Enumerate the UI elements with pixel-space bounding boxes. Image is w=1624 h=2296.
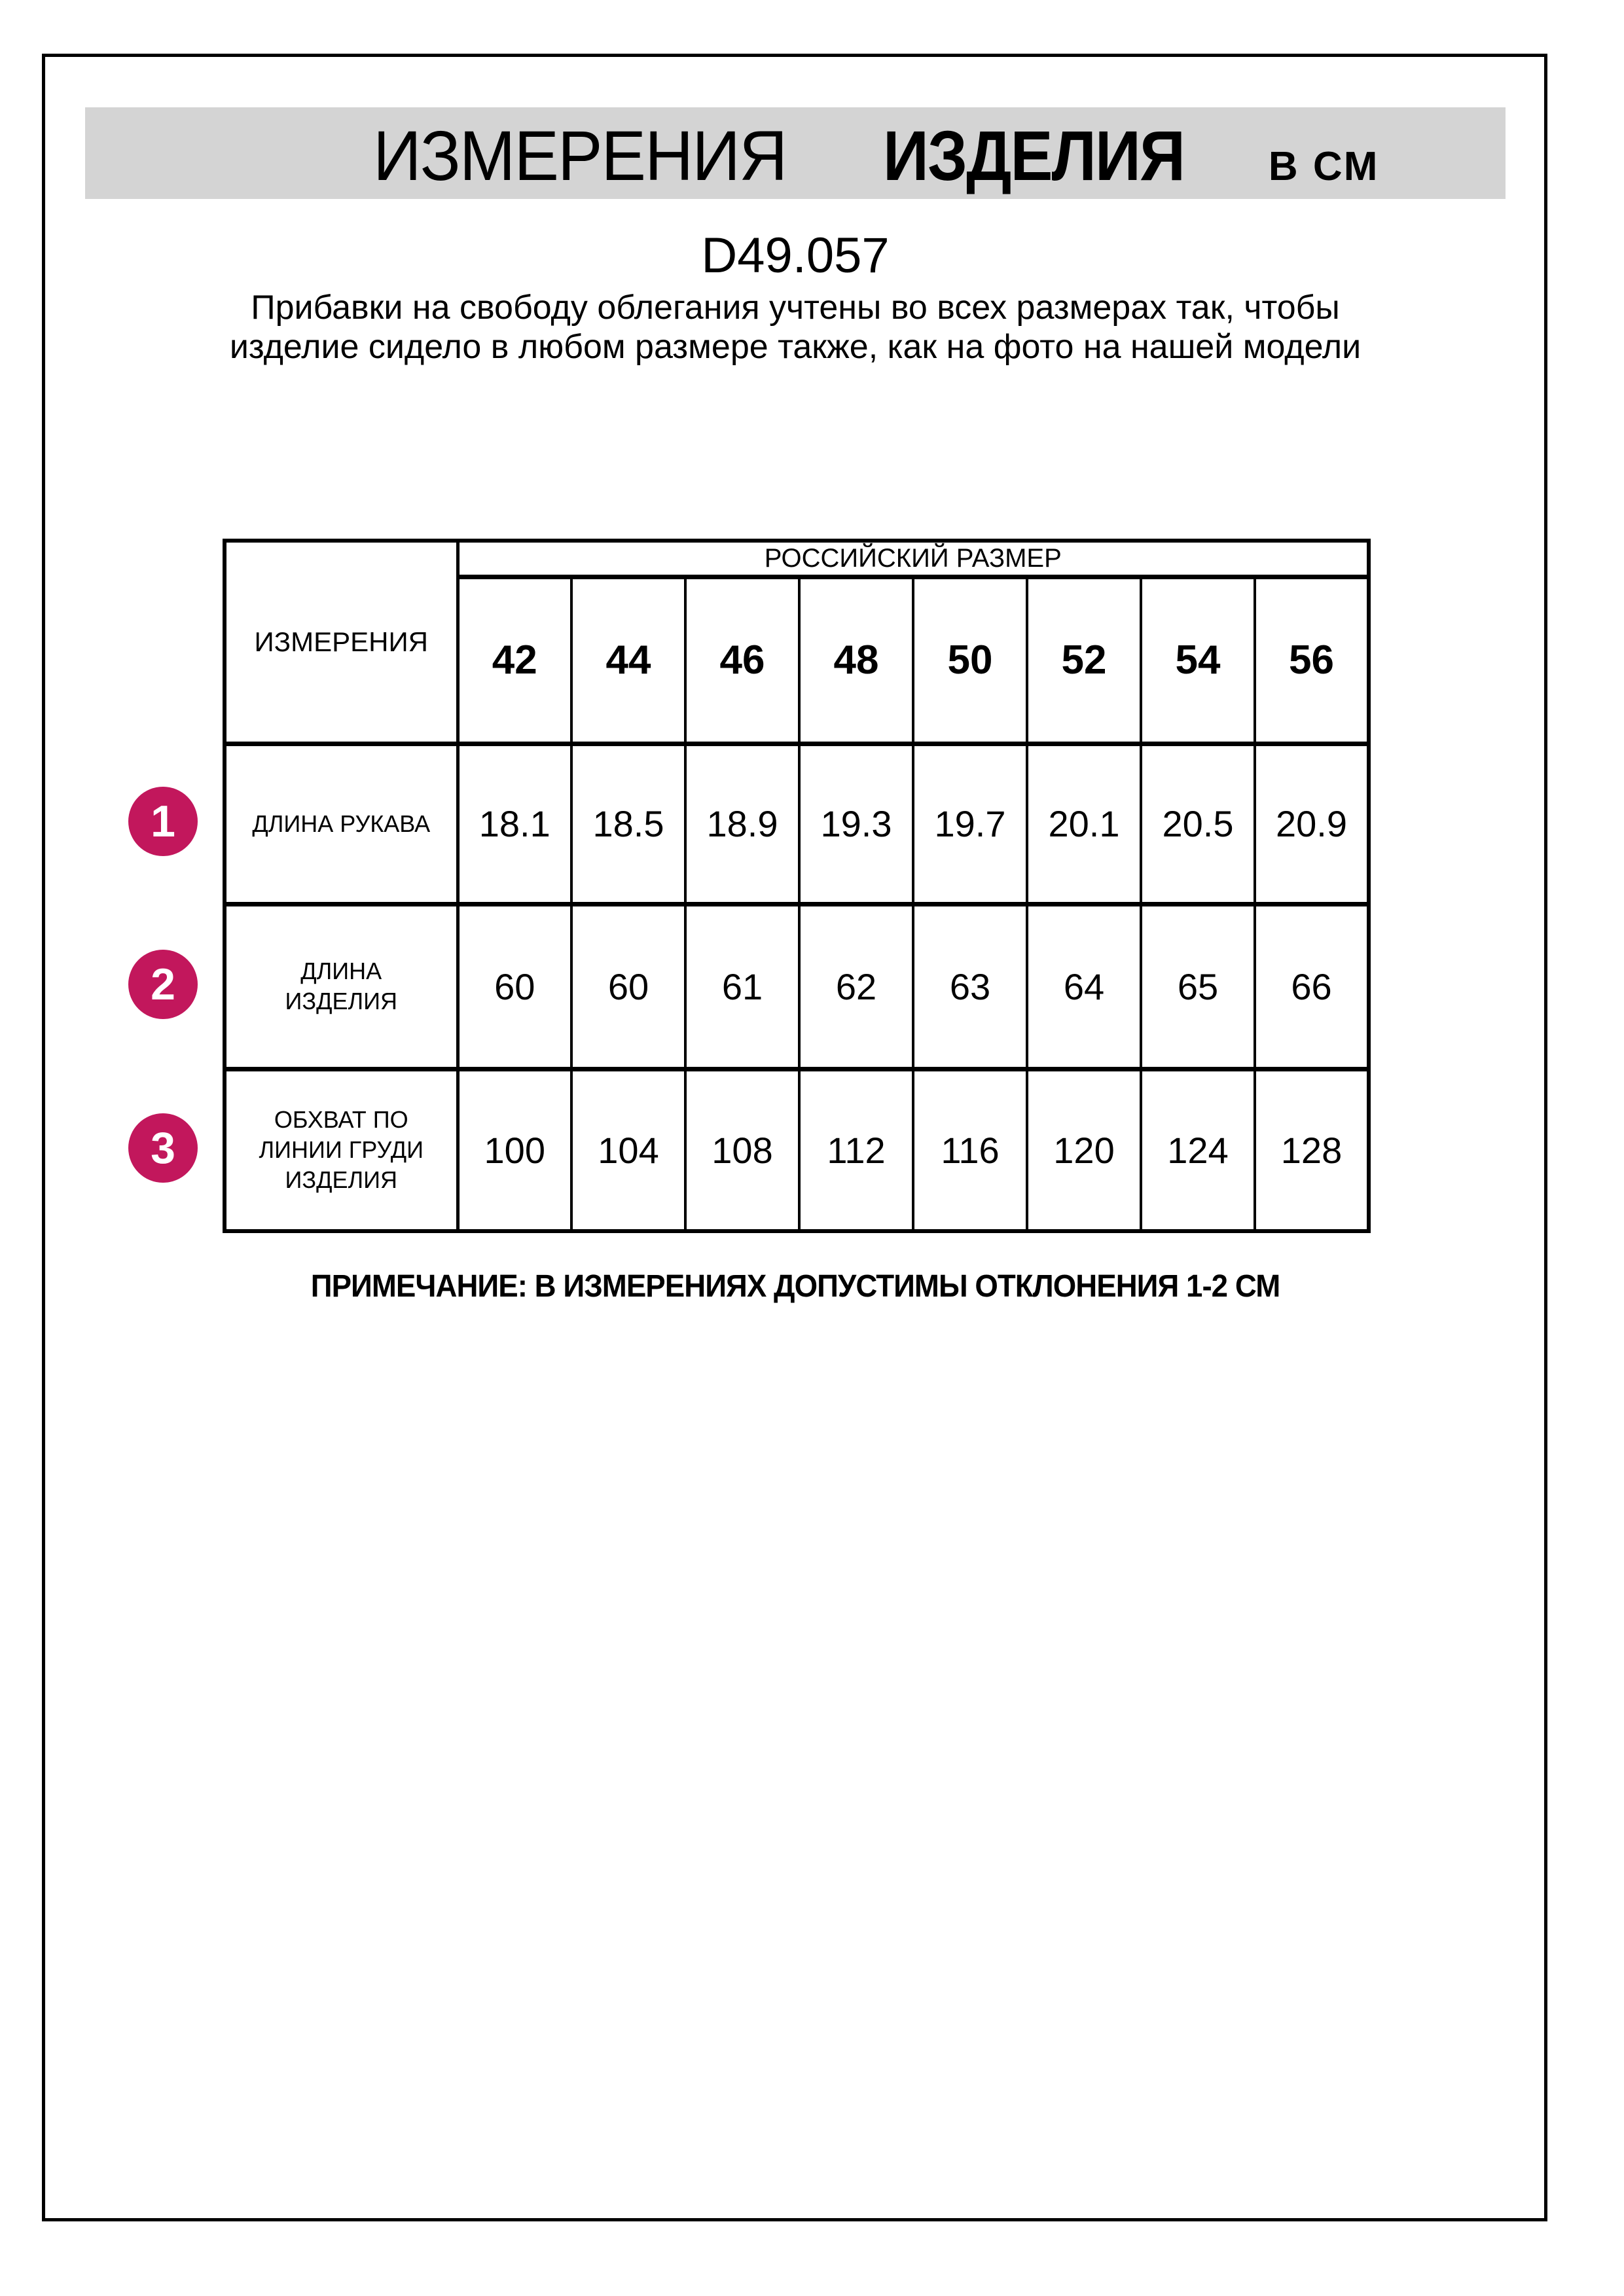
measurement-value-cell: 60 [458, 904, 571, 1069]
table-row-chest-girth [225, 1069, 1369, 1231]
measurement-value-cell: 104 [571, 1069, 685, 1231]
title-banner [85, 107, 1506, 199]
measurement-value-cell: 108 [685, 1069, 799, 1231]
size-table [223, 539, 1371, 1233]
size-col-header: 50 [913, 577, 1027, 744]
measurement-value-cell: 19.7 [913, 744, 1027, 904]
row-label: ДЛИНА РУКАВА [252, 810, 431, 837]
size-group-header-row [225, 541, 1369, 577]
measurement-value-cell: 116 [913, 1069, 1027, 1231]
product-code: D49.057 [701, 228, 890, 283]
tolerance-note: ПРИМЕЧАНИЕ: В ИЗМЕРЕНИЯХ ДОПУСТИМЫ ОТКЛОНЕНИЯ 1-2 СМ [310, 1269, 1280, 1304]
measurement-value-cell: 66 [1255, 904, 1369, 1069]
measurement-value-cell: 128 [1255, 1069, 1369, 1231]
measurement-value-cell: 124 [1141, 1069, 1255, 1231]
measurement-value-cell: 60 [571, 904, 685, 1069]
measurement-value-cell: 62 [799, 904, 913, 1069]
size-col-header: 48 [799, 577, 913, 744]
page-title [373, 116, 1380, 195]
size-col-header: 52 [1027, 577, 1141, 744]
size-col-header: 54 [1141, 577, 1255, 744]
size-col-header: 46 [685, 577, 799, 744]
table-row-sleeve-length [225, 744, 1369, 904]
row-label-cell [225, 904, 458, 1069]
measurement-value-cell: 61 [685, 904, 799, 1069]
title-word-measurements: ИЗМЕРЕНИЯ [373, 116, 787, 195]
measurement-value-cell: 19.3 [799, 744, 913, 904]
measurement-value-cell: 18.5 [571, 744, 685, 904]
title-word-product: ИЗДЕЛИЯ [882, 116, 1184, 195]
row-label: ОБХВАТ ПО ЛИНИИ ГРУДИ ИЗДЕЛИЯ [259, 1106, 424, 1194]
measurements-header-cell: ИЗМЕРЕНИЯ [225, 541, 458, 744]
row-label-cell [225, 744, 458, 904]
measurement-value-cell: 64 [1027, 904, 1141, 1069]
measurement-value-cell: 120 [1027, 1069, 1141, 1231]
fit-allowance-note: Прибавки на свободу облегания учтены во всех размерах так, чтобы изделие сидело в любом размере также, как на фото на нашей модели [229, 289, 1362, 366]
size-col-header: 42 [458, 577, 571, 744]
row-number-badge-3: 3 [128, 1113, 198, 1183]
size-col-header: 56 [1255, 577, 1369, 744]
table-row-garment-length [225, 904, 1369, 1069]
row-label: ДЛИНА ИЗДЕЛИЯ [285, 958, 397, 1014]
size-col-header: 44 [571, 577, 685, 744]
measurement-value-cell: 63 [913, 904, 1027, 1069]
measurement-value-cell: 18.1 [458, 744, 571, 904]
measurement-value-cell: 20.1 [1027, 744, 1141, 904]
row-number-badge-2: 2 [128, 950, 198, 1019]
measurement-value-cell: 20.9 [1255, 744, 1369, 904]
row-number-badge-1: 1 [128, 787, 198, 856]
measurement-value-cell: 112 [799, 1069, 913, 1231]
title-units-label: В СМ [1268, 144, 1380, 189]
measurement-value-cell: 65 [1141, 904, 1255, 1069]
row-label-cell [225, 1069, 458, 1231]
measurement-value-cell: 100 [458, 1069, 571, 1231]
subtitle-block [85, 229, 1506, 367]
measurement-value-cell: 18.9 [685, 744, 799, 904]
russian-size-header-cell: РОССИЙСКИЙ РАЗМЕР [458, 541, 1369, 577]
measurement-value-cell: 20.5 [1141, 744, 1255, 904]
